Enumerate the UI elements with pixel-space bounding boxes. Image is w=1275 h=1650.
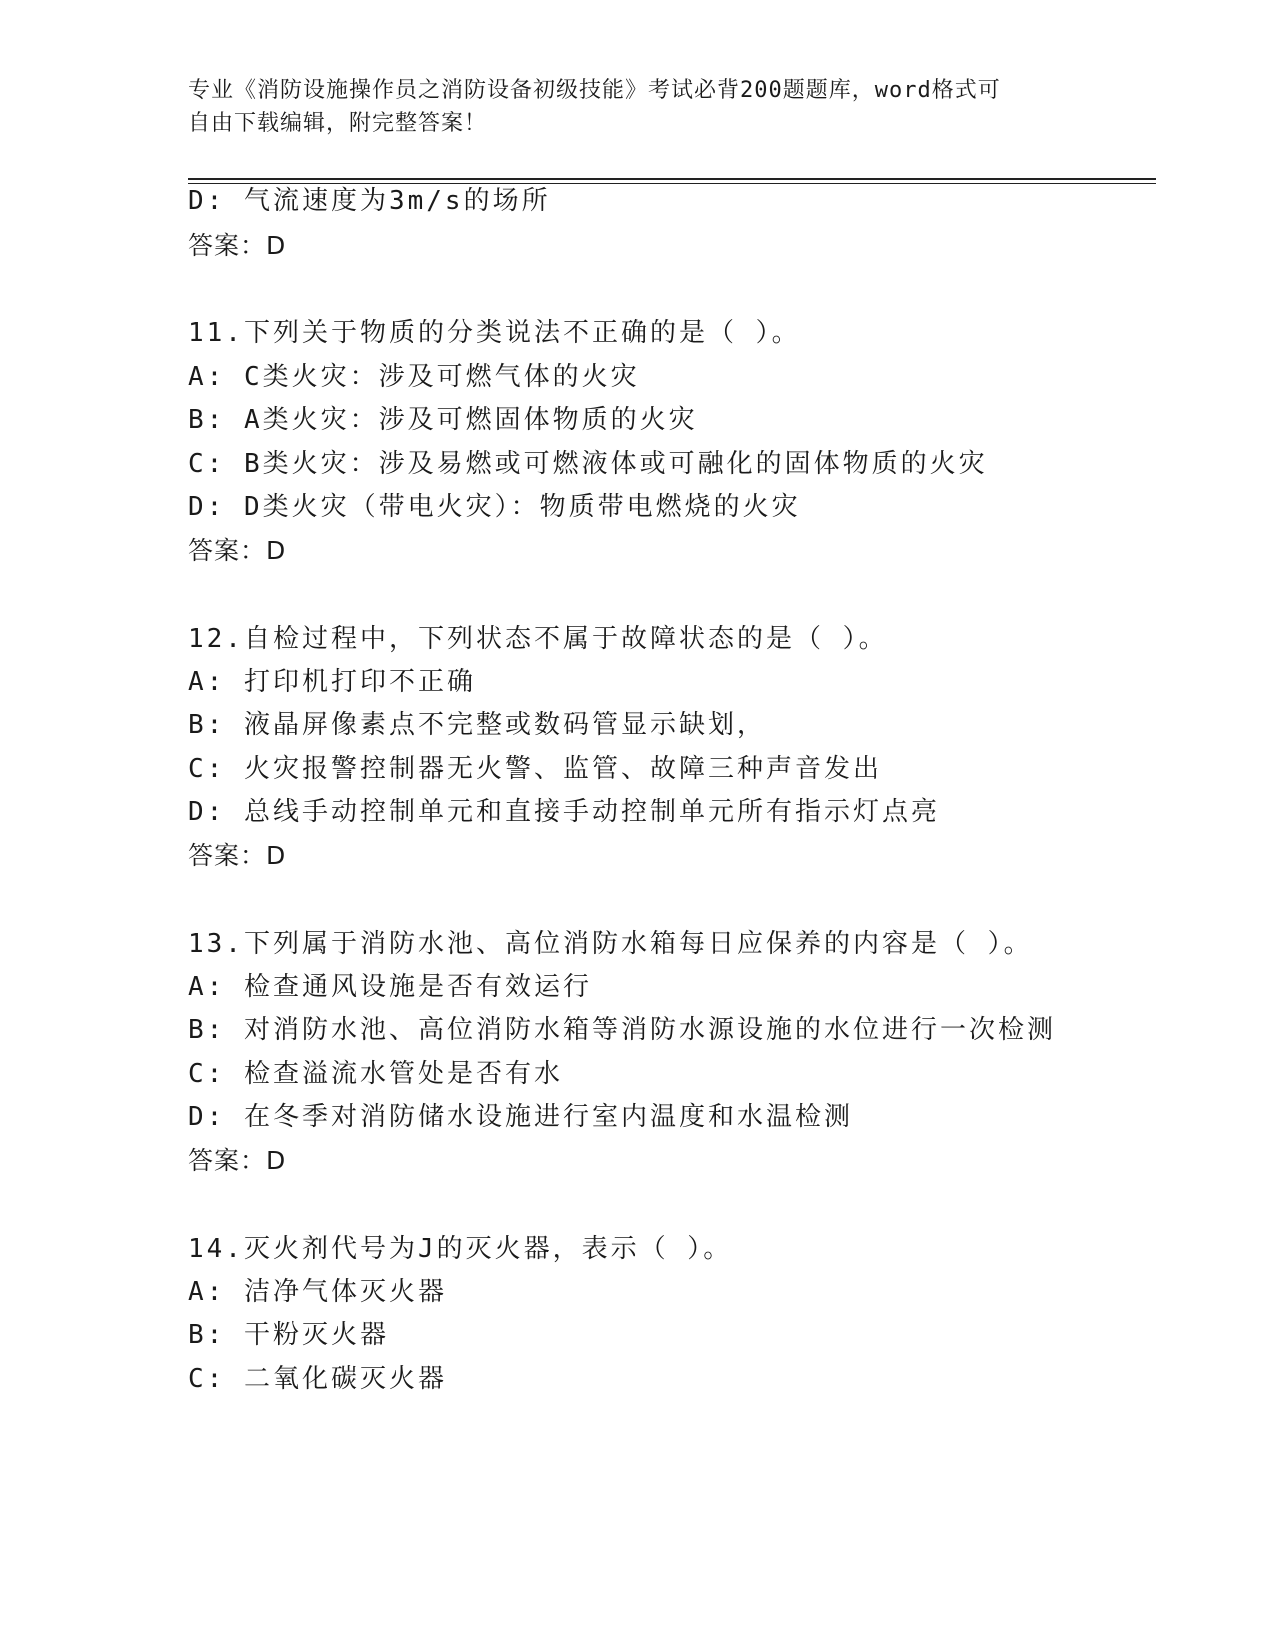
q14-option-c: C: 二氧化碳灭火器 [188,1364,447,1394]
header-line-1: 专业《消防设施操作员之消防设备初级技能》考试必背200题题库，word格式可 [188,78,1001,103]
q14-question: 14.灭火剂代号为J的灭火器，表示（ ）。 [188,1234,733,1264]
q11-answer: 答案：D [188,536,287,565]
q12-option-d: D: 总线手动控制单元和直接手动控制单元所有指示灯点亮 [188,797,940,827]
q12-option-b: B: 液晶屏像素点不完整或数码管显示缺划， [188,710,766,740]
prev-answer: 答案：D [188,231,287,260]
q13-question: 13.下列属于消防水池、高位消防水箱每日应保养的内容是（ ）。 [188,929,1033,959]
q11-option-d: D: D类火灾（带电火灾）：物质带电燃烧的火灾 [188,492,801,522]
page-header [188,74,1088,140]
header-line-2: 自由下载编辑，附完整答案！ [188,111,488,136]
q13-option-b: B: 对消防水池、高位消防水箱等消防水源设施的水位进行一次检测 [188,1015,1056,1045]
q12-question: 12.自检过程中，下列状态不属于故障状态的是（ ）。 [188,624,888,654]
q13-option-c: C: 检查溢流水管处是否有水 [188,1059,563,1089]
q14-option-a: A: 洁净气体灭火器 [188,1277,447,1307]
header-rule-thick [188,178,1156,180]
q11-option-a: A: C类火灾：涉及可燃气体的火灾 [188,362,640,392]
q11-question: 11.下列关于物质的分类说法不正确的是（ ）。 [188,318,801,348]
q11-option-c: C: B类火灾：涉及易燃或可燃液体或可融化的固体物质的火灾 [188,449,988,479]
prev-option-d: D: 气流速度为3m/s的场所 [188,186,551,216]
q12-option-a: A: 打印机打印不正确 [188,667,476,697]
q11-option-b: B: A类火灾：涉及可燃固体物质的火灾 [188,405,698,435]
q13-option-a: A: 检查通风设施是否有效运行 [188,972,592,1002]
q13-answer: 答案：D [188,1146,287,1175]
q14-option-b: B: 干粉灭火器 [188,1320,389,1350]
q12-answer: 答案：D [188,841,287,870]
q13-option-d: D: 在冬季对消防储水设施进行室内温度和水温检测 [188,1102,853,1132]
q12-option-c: C: 火灾报警控制器无火警、监管、故障三种声音发出 [188,754,882,784]
